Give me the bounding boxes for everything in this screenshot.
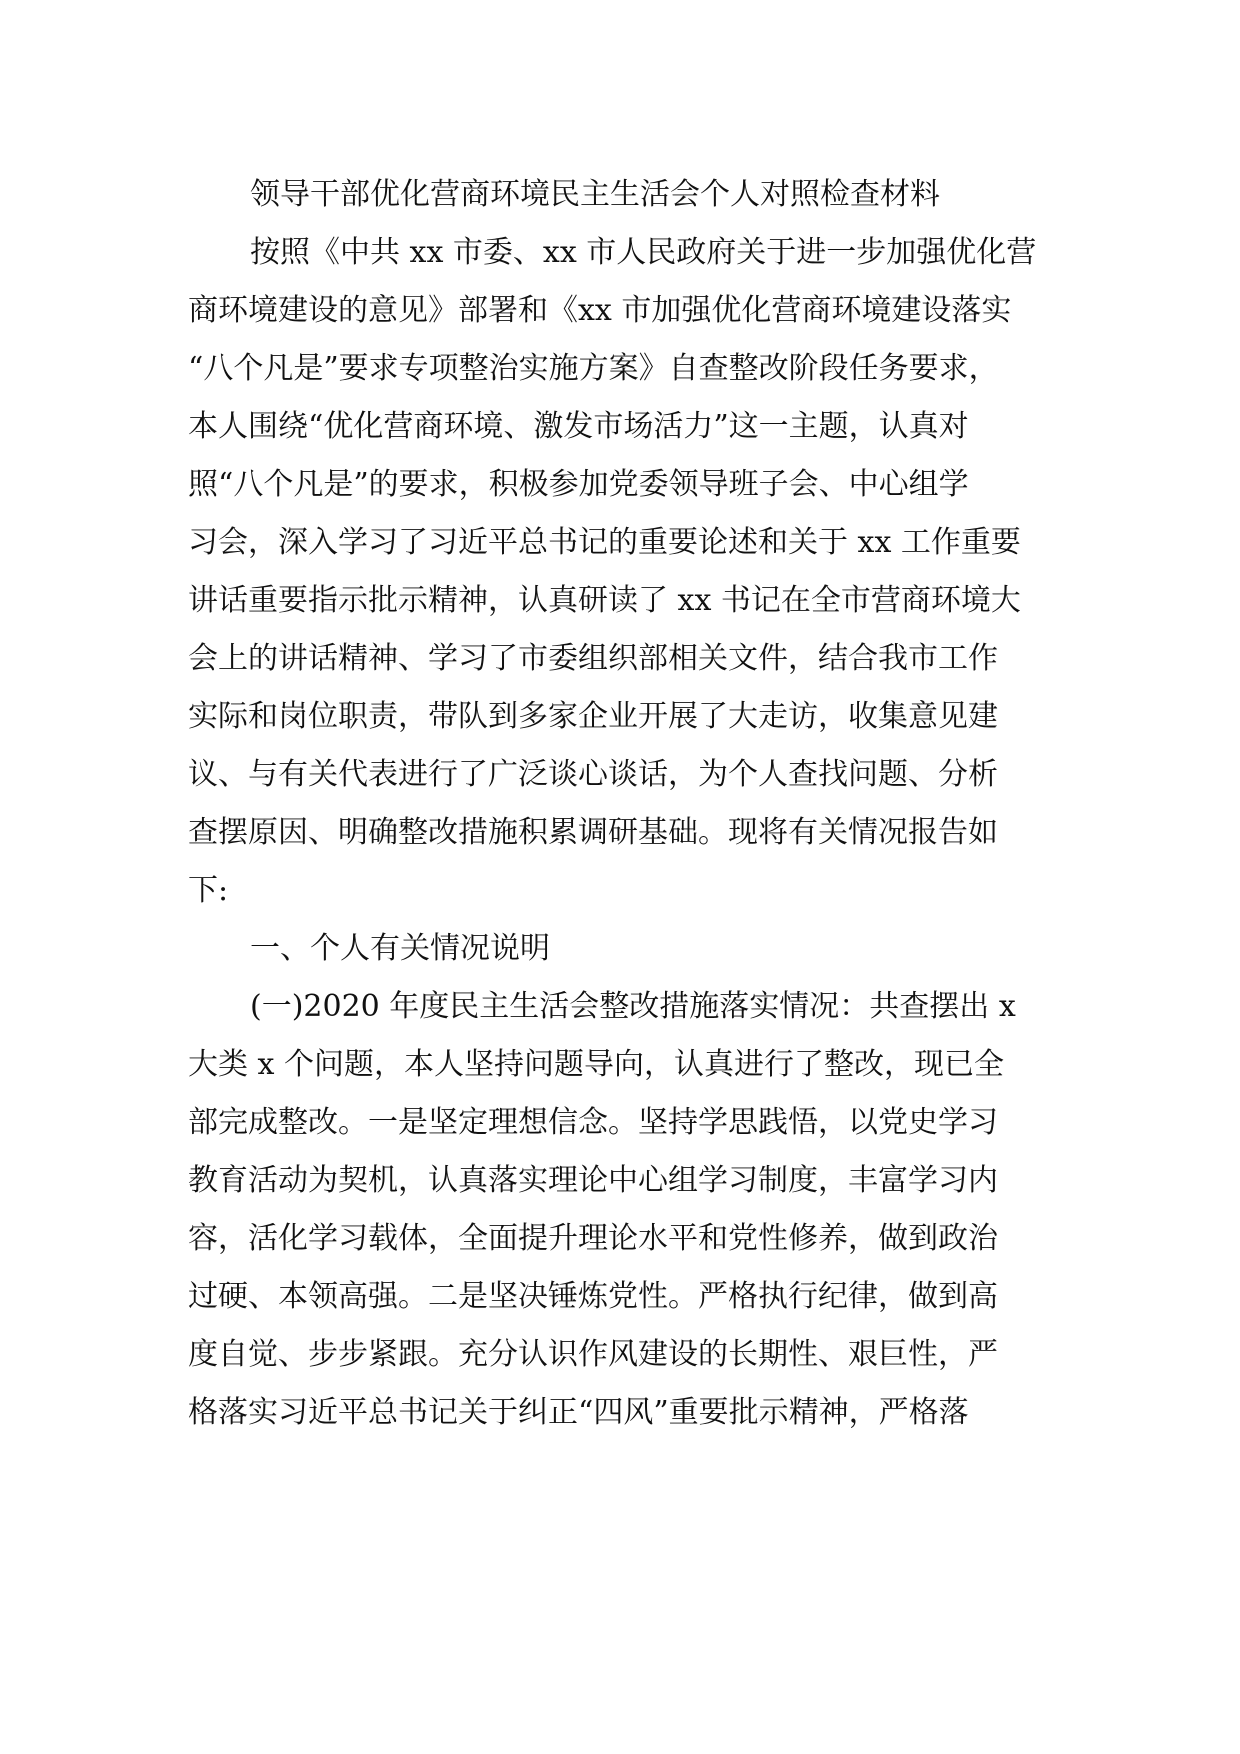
paragraph-line: 下:	[188, 873, 229, 908]
paragraph-line: 会上的讲话精神、学习了市委组织部相关文件，结合我市工作	[188, 641, 998, 676]
paragraph-line: 部完成整改。一是坚定理想信念。坚持学思践悟，以党史学习	[188, 1105, 998, 1140]
paragraph-line: 实际和岗位职责，带队到多家企业开展了大走访，收集意见建	[188, 699, 998, 734]
paragraph-line: 容，活化学习载体，全面提升理论水平和党性修养，做到政治	[188, 1221, 998, 1256]
paragraph-line: 照“八个凡是”的要求，积极参加党委领导班子会、中心组学	[188, 467, 969, 502]
paragraph-line: (一)2020 年度民主生活会整改措施落实情况：共查摆出 x	[250, 989, 1016, 1024]
section-heading: 一、个人有关情况说明	[250, 931, 550, 966]
paragraph-line: 讲话重要指示批示精神，认真研读了 xx 书记在全市营商环境大	[188, 583, 1021, 618]
document-title: 领导干部优化营商环境民主生活会个人对照检查材料	[250, 177, 940, 212]
paragraph-line: 商环境建设的意见》部署和《xx 市加强优化营商环境建设落实	[188, 293, 1012, 328]
paragraph-line: 议、与有关代表进行了广泛谈心谈话，为个人查找问题、分析	[188, 757, 998, 792]
paragraph-line: 习会，深入学习了习近平总书记的重要论述和关于 xx 工作重要	[188, 525, 1021, 560]
paragraph-line: 按照《中共 xx 市委、xx 市人民政府关于进一步加强优化营	[250, 235, 1037, 270]
paragraph-line: 格落实习近平总书记关于纠正“四风”重要批示精神，严格落	[188, 1395, 969, 1430]
paragraph-line: 过硬、本领高强。二是坚决锤炼党性。严格执行纪律，做到高	[188, 1279, 998, 1314]
paragraph-line: “八个凡是”要求专项整治实施方案》自查整改阶段任务要求，	[188, 351, 999, 386]
paragraph-line: 度自觉、步步紧跟。充分认识作风建设的长期性、艰巨性，严	[188, 1337, 998, 1372]
paragraph-line: 查摆原因、明确整改措施积累调研基础。现将有关情况报告如	[188, 815, 998, 850]
paragraph-line: 大类 x 个问题，本人坚持问题导向，认真进行了整改，现已全	[188, 1047, 1004, 1082]
paragraph-line: 教育活动为契机，认真落实理论中心组学习制度，丰富学习内	[188, 1163, 998, 1198]
paragraph-line: 本人围绕“优化营商环境、激发市场活力”这一主题，认真对	[188, 409, 969, 444]
